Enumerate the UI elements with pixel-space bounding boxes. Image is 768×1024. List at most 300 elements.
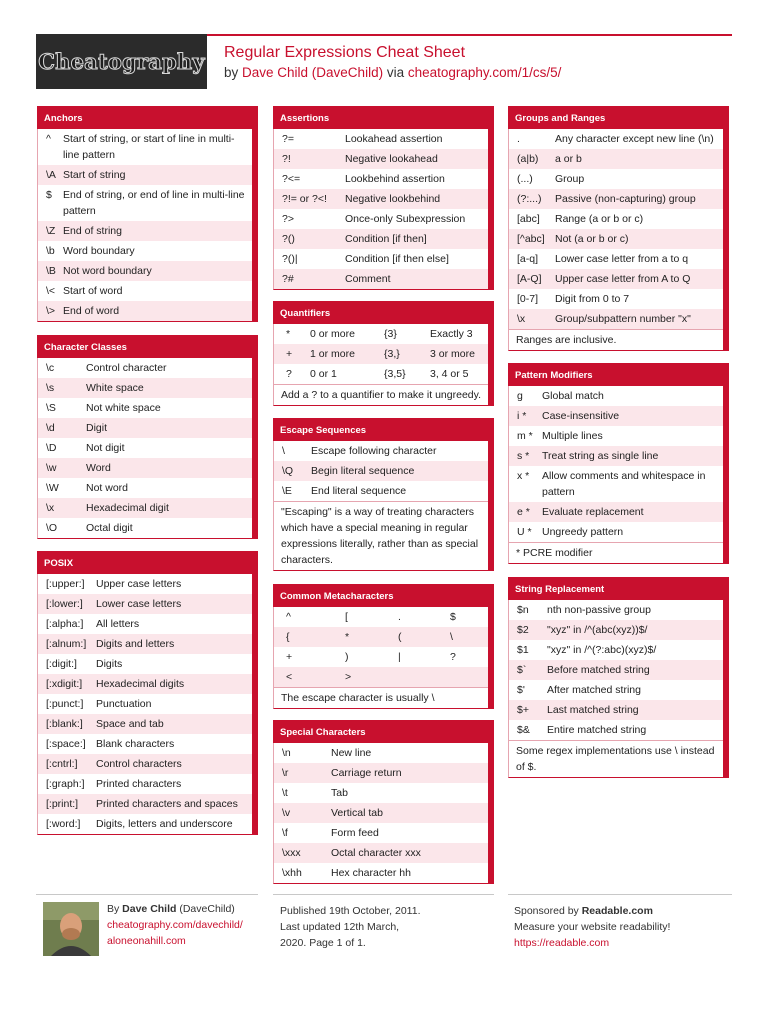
row-key: s *: [517, 450, 530, 462]
row-value: Start of string: [63, 169, 126, 181]
anchors-box: [37, 106, 258, 322]
posix-list: [37, 574, 258, 835]
table-row: [509, 620, 723, 640]
row-key: (a|b): [517, 153, 539, 165]
table-row: [38, 714, 252, 734]
groups-ranges-title: Groups and Ranges: [508, 106, 729, 129]
assertions-list: [273, 129, 494, 290]
table-row: [509, 229, 723, 249]
row-key: [:alpha:]: [46, 618, 84, 630]
escape-sequences-box: [273, 418, 494, 571]
row-value: Group/subpattern number "x": [555, 313, 691, 325]
row-key: $2: [517, 624, 529, 636]
table-row: [38, 574, 252, 594]
string-replacement-box: [508, 577, 729, 778]
row-value: Not white space: [86, 402, 161, 414]
string-replacement-note: Some regex implementations use \ instead of $.: [509, 740, 723, 777]
metacharacters-note: The escape character is usually \: [274, 687, 488, 708]
row-value: Hex character hh: [331, 867, 411, 879]
row-key: [:digit:]: [46, 658, 77, 670]
row-key: [^abc]: [517, 233, 545, 245]
table-row: [38, 241, 252, 261]
table-row: [509, 720, 723, 740]
row-value: Tab: [331, 787, 348, 799]
row-key: U *: [517, 526, 532, 538]
groups-ranges-list: [508, 129, 729, 351]
grid-cell: {3,5}: [384, 368, 406, 380]
grid-cell: \: [450, 631, 453, 643]
row-value: End of string, or end of line in multi-line pattern: [63, 189, 245, 217]
row-value: Digit from 0 to 7: [555, 293, 630, 305]
escape-sequences-list: [273, 441, 494, 571]
row-key: \r: [282, 767, 289, 779]
row-value: Negative lookahead: [345, 153, 438, 165]
row-value: Any character except new line (\n): [555, 133, 714, 145]
grid-cell: [: [345, 611, 348, 623]
row-key: $1: [517, 644, 529, 656]
row-key: [:cntrl:]: [46, 758, 78, 770]
escape-sequences-title: Escape Sequences: [273, 418, 494, 441]
row-key: \t: [282, 787, 288, 799]
table-row: [509, 129, 723, 149]
table-row: [509, 660, 723, 680]
page-title: Regular Expressions Cheat Sheet: [224, 44, 466, 61]
row-value: Word boundary: [63, 245, 135, 257]
row-value: Digits: [96, 658, 123, 670]
table-row: [509, 522, 723, 542]
footer-blog-link[interactable]: aloneonahill.com: [107, 935, 186, 947]
author-link[interactable]: Dave Child (DaveChild): [242, 65, 384, 80]
row-value: End of word: [63, 305, 120, 317]
table-row: [274, 364, 488, 384]
table-row: [274, 441, 488, 461]
row-value: White space: [86, 382, 144, 394]
row-key: \v: [282, 807, 291, 819]
footer-author-link[interactable]: cheatography.com/davechild/: [107, 919, 243, 931]
footer-divider-3: [508, 894, 732, 895]
character-classes-box: [37, 335, 258, 539]
row-key: [:space:]: [46, 738, 86, 750]
row-value: Upper case letter from A to Q: [555, 273, 691, 285]
posix-title: POSIX: [37, 551, 258, 574]
row-value: Before matched string: [547, 664, 650, 676]
row-key: \Q: [282, 465, 294, 477]
row-key: [:graph:]: [46, 778, 85, 790]
table-row: [38, 674, 252, 694]
grid-cell: .: [398, 611, 401, 623]
sponsor-link[interactable]: https://readable.com: [514, 937, 610, 949]
grid-cell: {3}: [384, 328, 397, 340]
grid-cell: +: [286, 348, 293, 360]
row-value: nth non-passive group: [547, 604, 651, 616]
grid-cell: |: [398, 651, 401, 663]
table-row: [38, 478, 252, 498]
metacharacters-title: Common Metacharacters: [273, 584, 494, 607]
grid-cell: ?: [286, 368, 292, 380]
groups-ranges-box: [508, 106, 729, 351]
table-row: [509, 149, 723, 169]
row-value: Group: [555, 173, 585, 185]
row-key: \<: [46, 285, 56, 297]
row-value: Evaluate replacement: [542, 506, 644, 518]
row-value: Multiple lines: [542, 430, 603, 442]
pattern-modifiers-box: [508, 363, 729, 564]
row-value: "xyz" in /^(?:abc)(xyz)$/: [547, 644, 657, 656]
row-key: ^: [46, 133, 51, 145]
table-row: [38, 261, 252, 281]
row-value: Control character: [86, 362, 167, 374]
special-characters-title: Special Characters: [273, 720, 494, 743]
row-key: [:print:]: [46, 798, 79, 810]
table-row: [274, 843, 488, 863]
table-row: [274, 461, 488, 481]
metacharacters-box: [273, 584, 494, 709]
table-row: [274, 763, 488, 783]
footer-author-name: Dave Child: [122, 903, 177, 915]
table-row: [38, 165, 252, 185]
row-value: Lookahead assertion: [345, 133, 443, 145]
table-row: [38, 518, 252, 538]
table-row: [509, 289, 723, 309]
row-key: g: [517, 390, 523, 402]
pattern-modifiers-list: [508, 386, 729, 564]
grid-cell: <: [286, 671, 293, 683]
row-value: Comment: [345, 273, 391, 285]
table-row: [509, 269, 723, 289]
row-key: e *: [517, 506, 530, 518]
table-row: [38, 358, 252, 378]
row-value: Condition [if then else]: [345, 253, 449, 265]
character-classes-title: Character Classes: [37, 335, 258, 358]
sponsor-name: Readable.com: [581, 905, 653, 917]
pattern-modifiers-note: * PCRE modifier: [509, 542, 723, 563]
row-value: All letters: [96, 618, 140, 630]
table-row: [509, 426, 723, 446]
row-key: \D: [46, 442, 57, 454]
anchors-title: Anchors: [37, 106, 258, 129]
posix-box: [37, 551, 258, 835]
row-value: Punctuation: [96, 698, 152, 710]
table-row: [274, 269, 488, 289]
row-value: Vertical tab: [331, 807, 383, 819]
table-row: [509, 169, 723, 189]
table-row: [274, 647, 488, 667]
grid-cell: ): [345, 651, 349, 663]
row-key: \x: [517, 313, 526, 325]
assertions-title: Assertions: [273, 106, 494, 129]
table-row: [38, 378, 252, 398]
row-value: Escape following character: [311, 445, 437, 457]
row-value: Hexadecimal digits: [96, 678, 185, 690]
table-row: [38, 129, 252, 165]
row-value: Range (a or b or c): [555, 213, 644, 225]
row-value: Hexadecimal digit: [86, 502, 169, 514]
table-row: [274, 324, 488, 344]
row-key: i *: [517, 410, 527, 422]
row-key: $`: [517, 664, 527, 676]
table-row: [509, 309, 723, 329]
row-key: x *: [517, 470, 530, 482]
table-row: [274, 627, 488, 647]
row-key: ?!= or ?<!: [282, 193, 327, 205]
table-row: [38, 281, 252, 301]
grid-cell: {: [286, 631, 290, 643]
byline: by Dave Child (DaveChild) via cheatography.com/1/cs/5/: [224, 65, 562, 80]
footer-publish-block: Published 19th October, 2011. Last updated 12th March, 2020. Page 1 of 1.: [280, 905, 421, 949]
row-value: Allow comments and whitespace in pattern: [542, 470, 706, 498]
row-value: Form feed: [331, 827, 379, 839]
row-key: \b: [46, 245, 55, 257]
table-row: [509, 600, 723, 620]
row-value: Condition [if then]: [345, 233, 427, 245]
footer-divider-1: [36, 894, 258, 895]
footer-divider-2: [273, 894, 494, 895]
character-classes-list: [37, 358, 258, 539]
table-row: [509, 386, 723, 406]
table-row: [38, 221, 252, 241]
table-row: [274, 229, 488, 249]
table-row: [274, 249, 488, 269]
table-row: [274, 169, 488, 189]
pattern-modifiers-title: Pattern Modifiers: [508, 363, 729, 386]
cheatography-logo[interactable]: Cheatography: [36, 34, 207, 89]
row-key: \B: [46, 265, 56, 277]
quantifiers-title: Quantifiers: [273, 301, 494, 324]
quantifiers-list: [273, 324, 494, 406]
row-value: "xyz" in /^(abc(xyz))$/: [547, 624, 648, 636]
table-row: [274, 803, 488, 823]
row-key: \S: [46, 402, 56, 414]
grid-cell: Exactly 3: [430, 328, 473, 340]
grid-cell: [398, 669, 450, 685]
anchors-list: [37, 129, 258, 322]
row-key: \Z: [46, 225, 56, 237]
row-key: [:alnum:]: [46, 638, 87, 650]
table-row: [38, 398, 252, 418]
row-value: Control characters: [96, 758, 182, 770]
row-value: Blank characters: [96, 738, 175, 750]
assertions-box: [273, 106, 494, 290]
row-key: \x: [46, 502, 55, 514]
table-row: [274, 783, 488, 803]
row-value: End of string: [63, 225, 122, 237]
row-key: .: [517, 133, 520, 145]
grid-cell: 3 or more: [430, 348, 475, 360]
row-key: \d: [46, 422, 55, 434]
special-characters-box: [273, 720, 494, 884]
table-row: [509, 640, 723, 660]
table-row: [274, 607, 488, 627]
row-value: Lookbehind assertion: [345, 173, 445, 185]
table-row: [509, 249, 723, 269]
table-row: [274, 344, 488, 364]
grid-cell: 1 or more: [310, 348, 355, 360]
row-key: ?>: [282, 213, 294, 225]
table-row: [274, 481, 488, 501]
grid-cell: ^: [286, 611, 291, 623]
row-key: ?!: [282, 153, 291, 165]
row-value: Not (a or b or c): [555, 233, 629, 245]
table-row: [38, 438, 252, 458]
grid-cell: *: [286, 328, 291, 340]
grid-cell: (: [398, 631, 402, 643]
row-value: Lower case letters: [96, 598, 182, 610]
row-key: [:xdigit:]: [46, 678, 83, 690]
table-row: [509, 680, 723, 700]
row-key: \xxx: [282, 847, 301, 859]
row-key: \E: [282, 485, 292, 497]
row-value: Entire matched string: [547, 724, 647, 736]
table-row: [38, 814, 252, 834]
row-key: ?()|: [282, 253, 298, 265]
row-value: Not word boundary: [63, 265, 152, 277]
grid-cell: 0 or more: [310, 328, 355, 340]
footer-author-block: By Dave Child (DaveChild) cheatography.com/davechild/ aloneonahill.com: [107, 903, 243, 947]
row-value: Once-only Subexpression: [345, 213, 466, 225]
row-key: \O: [46, 522, 58, 534]
row-value: Global match: [542, 390, 604, 402]
row-key: $&: [517, 724, 530, 736]
grid-cell: [450, 669, 488, 685]
table-row: [38, 654, 252, 674]
row-key: (...): [517, 173, 533, 185]
row-value: Printed characters and spaces: [96, 798, 238, 810]
table-row: [38, 498, 252, 518]
row-value: Digits, letters and underscore: [96, 818, 233, 830]
table-row: [38, 594, 252, 614]
table-row: [274, 149, 488, 169]
row-key: \W: [46, 482, 59, 494]
grid-cell: ?: [450, 651, 456, 663]
grid-cell: +: [286, 651, 293, 663]
row-value: After matched string: [547, 684, 641, 696]
table-row: [274, 823, 488, 843]
grid-cell: $: [450, 611, 456, 623]
table-row: [38, 614, 252, 634]
row-key: \c: [46, 362, 55, 374]
grid-cell: 3, 4 or 5: [430, 368, 469, 380]
row-key: \n: [282, 747, 291, 759]
row-value: Begin literal sequence: [311, 465, 415, 477]
quantifiers-note: Add a ? to a quantifier to make it ungreedy.: [274, 384, 488, 405]
grid-cell: >: [345, 671, 352, 683]
table-row: [38, 418, 252, 438]
grid-cell: *: [345, 631, 350, 643]
footer-sponsor-block: Sponsored by Readable.com Measure your website readability! https://readable.com: [514, 905, 671, 949]
table-row: [509, 700, 723, 720]
row-value: Start of word: [63, 285, 123, 297]
table-row: [38, 734, 252, 754]
table-row: [38, 301, 252, 321]
row-key: m *: [517, 430, 533, 442]
row-key: ?<=: [282, 173, 301, 185]
table-row: [274, 129, 488, 149]
row-key: \f: [282, 827, 288, 839]
row-value: Octal digit: [86, 522, 133, 534]
row-value: Lower case letter from a to q: [555, 253, 689, 265]
table-row: [274, 743, 488, 763]
grid-cell: {3,}: [384, 348, 400, 360]
escape-sequences-note: "Escaping" is a way of treating characters which have a special meaning in regular expressions literally, rather than as special characters.: [274, 501, 488, 570]
row-key: [:lower:]: [46, 598, 83, 610]
table-row: [38, 774, 252, 794]
row-key: $: [46, 189, 52, 201]
row-value: Case-insensitive: [542, 410, 620, 422]
string-replacement-title: String Replacement: [508, 577, 729, 600]
table-row: [38, 754, 252, 774]
row-key: ?(): [282, 233, 295, 245]
table-row: [38, 185, 252, 221]
author-avatar: [43, 902, 99, 956]
row-key: [0-7]: [517, 293, 539, 305]
row-value: Printed characters: [96, 778, 182, 790]
row-value: Start of string, or start of line in multi-line pattern: [63, 133, 235, 161]
sheet-url-link[interactable]: cheatography.com/1/cs/5/: [407, 65, 562, 80]
table-row: [509, 209, 723, 229]
row-value: Octal character xxx: [331, 847, 421, 859]
row-value: Negative lookbehind: [345, 193, 441, 205]
row-value: End literal sequence: [311, 485, 407, 497]
table-row: [509, 466, 723, 502]
table-row: [38, 794, 252, 814]
row-key: ?#: [282, 273, 294, 285]
table-row: [509, 189, 723, 209]
row-key: $n: [517, 604, 529, 616]
row-value: Space and tab: [96, 718, 164, 730]
row-value: Passive (non-capturing) group: [555, 193, 696, 205]
row-key: \xhh: [282, 867, 302, 879]
row-key: [A-Q]: [517, 273, 542, 285]
row-key: (?:...): [517, 193, 542, 205]
row-value: Word: [86, 462, 111, 474]
table-row: [274, 863, 488, 883]
table-row: [509, 502, 723, 522]
row-key: [:punct:]: [46, 698, 84, 710]
groups-ranges-note: Ranges are inclusive.: [509, 329, 723, 350]
table-row: [509, 406, 723, 426]
row-value: Not word: [86, 482, 129, 494]
string-replacement-list: [508, 600, 729, 778]
table-row: [38, 694, 252, 714]
row-key: \: [282, 445, 285, 457]
row-value: Digits and letters: [96, 638, 175, 650]
metacharacters-list: [273, 607, 494, 709]
row-value: Ungreedy pattern: [542, 526, 624, 538]
grid-cell: 0 or 1: [310, 368, 337, 380]
special-characters-list: [273, 743, 494, 884]
row-key: [a-q]: [517, 253, 539, 265]
row-value: a or b: [555, 153, 582, 165]
row-key: \s: [46, 382, 55, 394]
row-value: Carriage return: [331, 767, 402, 779]
row-key: [abc]: [517, 213, 540, 225]
row-key: $': [517, 684, 525, 696]
row-value: Upper case letters: [96, 578, 182, 590]
table-row: [274, 189, 488, 209]
row-key: [:blank:]: [46, 718, 83, 730]
table-row: [509, 446, 723, 466]
row-value: Not digit: [86, 442, 125, 454]
table-row: [274, 209, 488, 229]
row-key: \w: [46, 462, 57, 474]
row-value: Last matched string: [547, 704, 639, 716]
row-key: \A: [46, 169, 56, 181]
table-row: [274, 667, 488, 687]
table-row: [38, 458, 252, 478]
row-key: \>: [46, 305, 56, 317]
row-key: [:upper:]: [46, 578, 85, 590]
quantifiers-box: [273, 301, 494, 406]
